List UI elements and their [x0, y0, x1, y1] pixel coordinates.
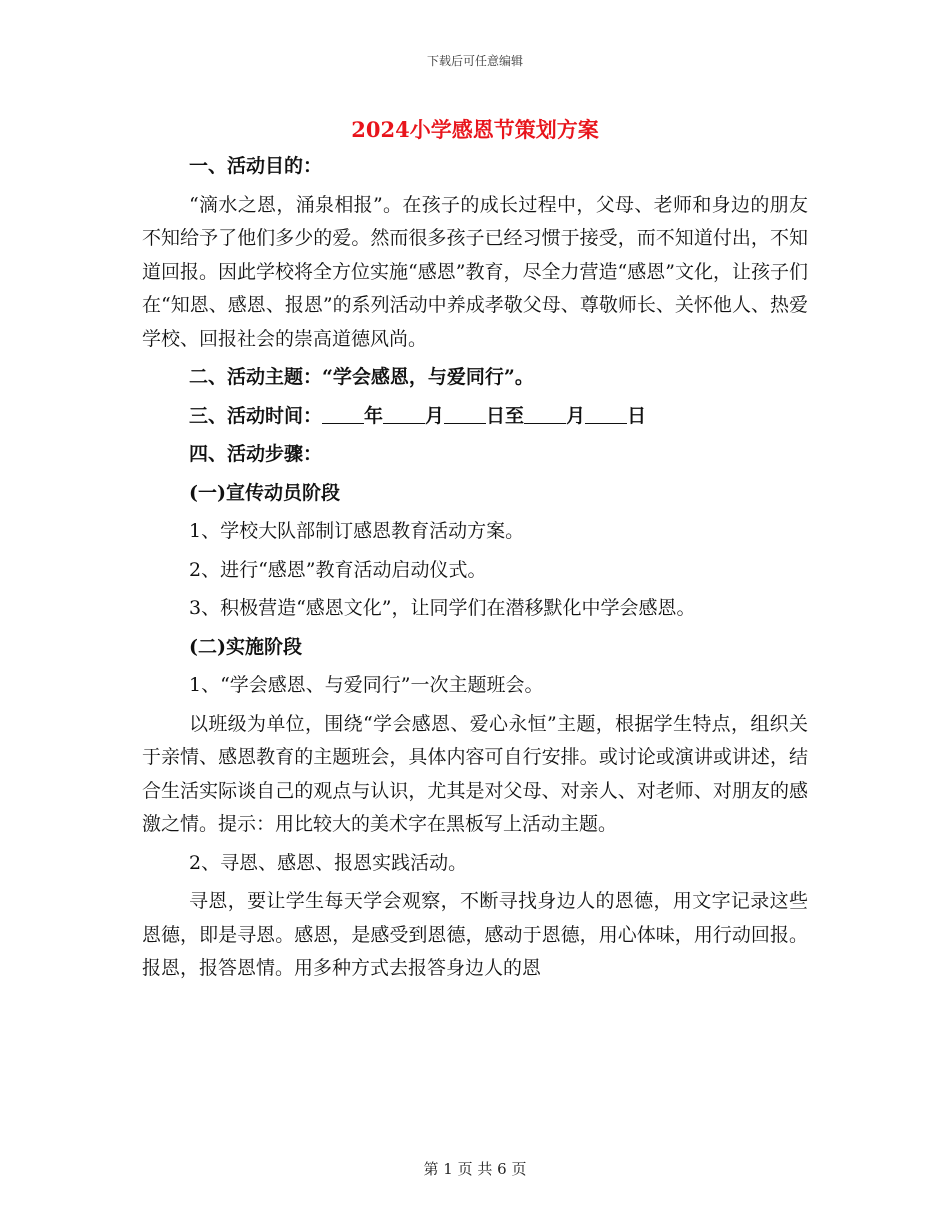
section-heading-time [142, 400, 808, 434]
blank-line [383, 405, 425, 424]
class-meeting-paragraph: 以班级为单位，围绕“学会感恩、爱心永恒”主题，根据学生特点，组织关于亲情、感恩教育的主题班会，具体内容可自行安排。或讨论或演讲或讲述，结合生活实际谈自己的观点与认识，尤其是对父母、对亲人、对老师、对朋友的感激之情。提示：用比较大的美术字在黑板写上活动主题。 [142, 712, 808, 835]
list-item: 1、“学会感恩、与爱同行”一次主题班会。 [189, 674, 544, 696]
list-item: 1、学校大队部制订感恩教育活动方案。 [189, 520, 525, 542]
practice-paragraph: 寻恩，要让学生每天学会观察，不断寻找身边人的恩德，用文字记录这些恩德，即是寻恩。感恩，是感受到恩德，感动于恩德，用心体味，用行动回报。报恩，报答恩情。用多种方式去报答身边人的恩 [142, 890, 808, 979]
time-year: 年 [364, 404, 384, 427]
section-heading-purpose: 一、活动目的： [189, 155, 323, 177]
page-footer: 第 1 页 共 6 页 [423, 1160, 527, 1178]
time-day-to: 日至 [486, 404, 525, 427]
phase1-heading: (一)宣传动员阶段 [189, 481, 340, 504]
document-body [142, 150, 808, 991]
purpose-paragraph: “滴水之恩，涌泉相报”。在孩子的成长过程中，父母、老师和身边的朋友不知给予了他们多少的爱。然而很多孩子已经习惯于接受，而不知道付出，不知道回报。因此学校将全方位实施“感恩”教育，尽全力营造“感恩”文化，让孩子们在“知恩、感恩、报恩”的系列活动中养成孝敬父母、尊敬师长、关怀他人、热爱学校、回报社会的崇高道德风尚。 [142, 193, 808, 350]
time-label: 三、活动时间： [189, 404, 323, 427]
time-day: 日 [627, 404, 647, 427]
document-title: 2024小学感恩节策划方案 [351, 117, 599, 142]
time-month-2: 月 [566, 404, 586, 427]
section-heading-steps: 四、活动步骤： [189, 443, 323, 465]
section-heading-theme: 二、活动主题：“学会感恩，与爱同行”。 [189, 366, 534, 388]
list-item: 3、积极营造“感恩文化”，让同学们在潜移默化中学会感恩。 [189, 597, 696, 619]
phase2-heading: (二)实施阶段 [189, 635, 302, 658]
blank-line [524, 405, 566, 424]
blank-line [322, 405, 364, 424]
page-header: 下载后可任意编辑 [426, 54, 523, 68]
list-item: 2、寻恩、感恩、报恩实践活动。 [189, 851, 468, 874]
blank-line [444, 405, 486, 424]
time-month: 月 [425, 404, 445, 427]
list-item: 2、进行“感恩”教育活动启动仪式。 [189, 558, 487, 581]
blank-line [585, 405, 627, 424]
